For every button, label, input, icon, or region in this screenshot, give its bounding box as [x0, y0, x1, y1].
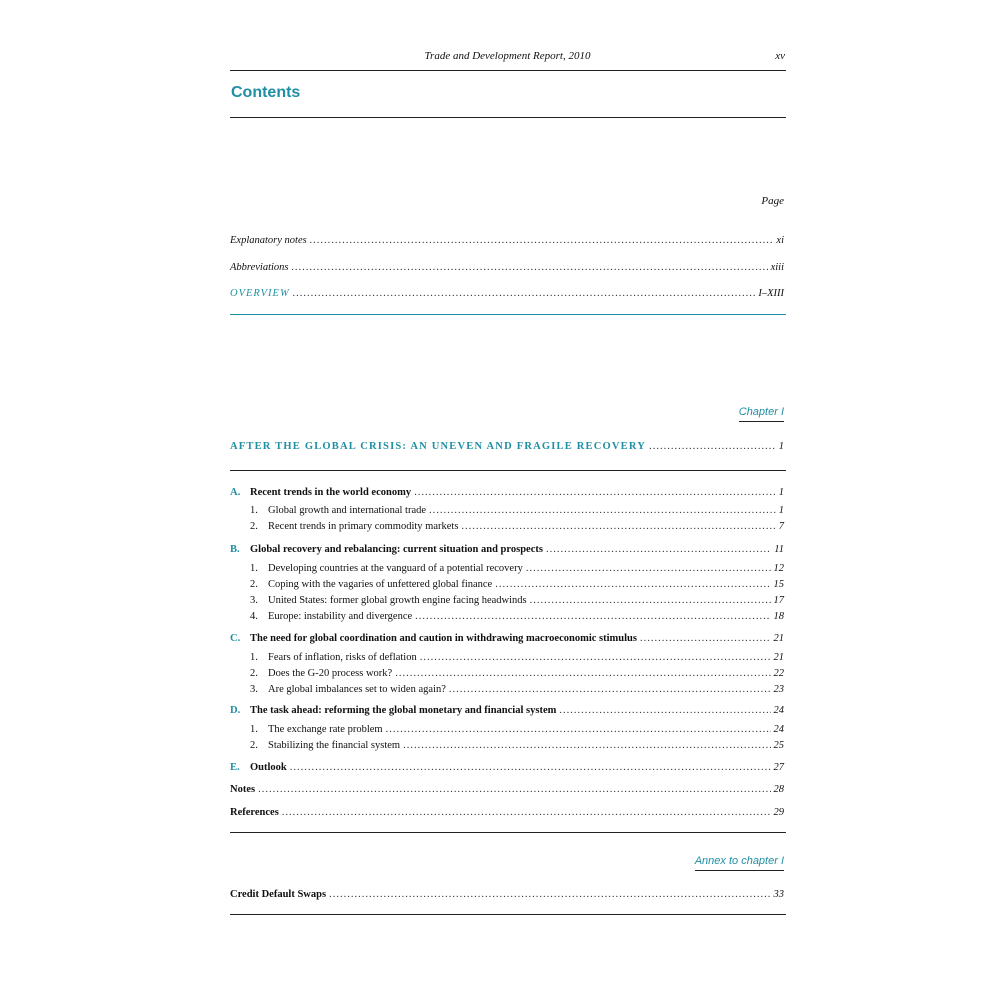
toc-subsection[interactable] — [230, 739, 784, 753]
section-title: Outlook — [250, 762, 287, 773]
toc-subsection[interactable] — [230, 683, 784, 697]
dot-leader — [415, 610, 770, 624]
dot-leader — [640, 632, 771, 646]
toc-section-e[interactable] — [230, 761, 784, 775]
subsection-title: Are global imbalances set to widen again? — [268, 684, 446, 695]
subsection-number: 1. — [250, 563, 258, 574]
toc-entry-page: 12 — [773, 563, 784, 574]
subsection-number: 1. — [250, 652, 258, 663]
subsection-title: Recent trends in primary commodity markets — [268, 521, 459, 532]
subsection-number: 1. — [250, 505, 258, 516]
toc-entry-label: References — [230, 807, 279, 818]
toc-entry-page: 33 — [773, 889, 784, 900]
subsection-number: 4. — [250, 611, 258, 622]
dot-leader — [420, 651, 771, 665]
annex-label: Annex to chapter I — [695, 855, 784, 871]
toc-entry-page: 7 — [778, 521, 784, 532]
toc-subsection[interactable] — [230, 562, 784, 576]
toc-subsection[interactable] — [230, 594, 784, 608]
chapter-title-entry[interactable] — [230, 440, 784, 454]
dot-leader — [310, 234, 774, 248]
dot-leader — [461, 520, 775, 534]
dot-leader — [526, 562, 771, 576]
subsection-title: Does the G-20 process work? — [268, 668, 393, 679]
toc-subsection[interactable] — [230, 610, 784, 624]
toc-entry-page: 29 — [773, 807, 784, 818]
toc-entry-page: 17 — [773, 595, 784, 606]
subsection-number: 2. — [250, 521, 258, 532]
subsection-number: 2. — [250, 579, 258, 590]
chapter-title: AFTER THE GLOBAL CRISIS: AN UNEVEN AND FRAGILE RECOVERY — [230, 441, 647, 452]
running-header-title: Trade and Development Report, 2010 — [424, 50, 591, 62]
section-title: Global recovery and rebalancing: current situation and prospects — [250, 544, 543, 555]
dot-leader — [282, 806, 771, 820]
toc-entry-page: 21 — [773, 652, 784, 663]
annex-end-rule — [230, 914, 786, 915]
toc-entry-page: 21 — [773, 633, 784, 644]
toc-entry-page: 18 — [773, 611, 784, 622]
toc-entry-label: Abbreviations — [230, 262, 289, 273]
dot-leader — [495, 578, 770, 592]
toc-entry-page: xi — [776, 235, 784, 246]
dot-leader — [414, 486, 776, 500]
section-title: The need for global coordination and caution in withdrawing macroeconomic stimulus — [250, 633, 637, 644]
contents-rule — [230, 117, 786, 118]
toc-entry-page: 25 — [773, 740, 784, 751]
section-letter: D. — [230, 705, 241, 716]
toc-entry-page: 15 — [773, 579, 784, 590]
toc-section-c[interactable] — [230, 632, 784, 646]
dot-leader — [403, 739, 770, 753]
dot-leader — [329, 888, 770, 902]
dot-leader — [429, 504, 776, 518]
section-letter: C. — [230, 633, 241, 644]
section-letter: A. — [230, 487, 241, 498]
toc-entry-page: I–XIII — [758, 288, 784, 299]
contents-heading: Contents — [231, 84, 301, 101]
dot-leader — [546, 543, 771, 557]
subsection-title: Europe: instability and divergence — [268, 611, 413, 622]
section-letter: B. — [230, 544, 240, 555]
toc-entry-label: Credit Default Swaps — [230, 889, 327, 900]
subsection-title: Fears of inflation, risks of deflation — [268, 652, 417, 663]
toc-subsection[interactable] — [230, 723, 784, 737]
toc-entry-label: Notes — [230, 784, 256, 795]
toc-entry-page: 1 — [778, 505, 784, 516]
dot-leader — [292, 261, 768, 275]
subsection-title: The exchange rate problem — [268, 724, 383, 735]
section-title: Recent trends in the world economy — [250, 487, 412, 498]
section-title: The task ahead: reforming the global monetary and financial system — [250, 705, 557, 716]
toc-subsection[interactable] — [230, 651, 784, 665]
subsection-title: Coping with the vagaries of unfettered global finance — [268, 579, 493, 590]
chapter-label: Chapter I — [739, 406, 784, 422]
subsection-title: Developing countries at the vanguard of a potential recovery — [268, 563, 523, 574]
subsection-title: Stabilizing the financial system — [268, 740, 401, 751]
subsection-number: 3. — [250, 595, 258, 606]
toc-section-b[interactable] — [230, 543, 784, 557]
toc-entry-label: Explanatory notes — [230, 235, 307, 246]
toc-entry-page: 1 — [778, 441, 784, 452]
toc-entry-page: 28 — [773, 784, 784, 795]
subsection-title: Global growth and international trade — [268, 505, 427, 516]
chapter-title-rule — [230, 470, 786, 471]
dot-leader — [395, 667, 770, 681]
running-header-page-number: xv — [775, 50, 785, 62]
subsection-number: 1. — [250, 724, 258, 735]
dot-leader — [258, 783, 770, 797]
toc-entry-page: 23 — [773, 684, 784, 695]
subsection-title: United States: former global growth engine facing headwinds — [268, 595, 527, 606]
toc-entry-page: 22 — [773, 668, 784, 679]
toc-section-a[interactable] — [230, 486, 784, 500]
toc-entry-page: 24 — [773, 705, 784, 716]
toc-entry-notes[interactable] — [230, 783, 784, 797]
toc-entry-page: 1 — [778, 487, 784, 498]
toc-entry-page: 27 — [773, 762, 784, 773]
dot-leader — [293, 287, 756, 301]
section-letter: E. — [230, 762, 240, 773]
dot-leader — [530, 594, 771, 608]
header-rule — [230, 70, 786, 71]
front-matter-rule — [230, 314, 786, 315]
toc-subsection[interactable] — [230, 520, 784, 534]
subsection-number: 2. — [250, 740, 258, 751]
toc-entry-page: 11 — [774, 544, 784, 555]
toc-entry-abbreviations[interactable] — [230, 261, 784, 275]
toc-entry-credit-default-swaps[interactable] — [230, 888, 784, 902]
toc-subsection[interactable] — [230, 578, 784, 592]
toc-entry-explanatory-notes[interactable] — [230, 234, 784, 248]
toc-subsection[interactable] — [230, 667, 784, 681]
toc-entry-page: 24 — [773, 724, 784, 735]
dot-leader — [449, 683, 771, 697]
dot-leader — [649, 440, 776, 454]
chapter-end-rule — [230, 832, 786, 833]
subsection-number: 2. — [250, 668, 258, 679]
subsection-number: 3. — [250, 684, 258, 695]
dot-leader — [559, 704, 770, 718]
toc-entry-references[interactable] — [230, 806, 784, 820]
toc-section-d[interactable] — [230, 704, 784, 718]
page-column-label: Page — [761, 195, 784, 207]
toc-entry-label: OVERVIEW — [230, 288, 290, 299]
dot-leader — [386, 723, 771, 737]
toc-entry-page: xiii — [770, 262, 784, 273]
dot-leader — [290, 761, 771, 775]
toc-subsection[interactable] — [230, 504, 784, 518]
toc-entry-overview[interactable] — [230, 287, 784, 301]
